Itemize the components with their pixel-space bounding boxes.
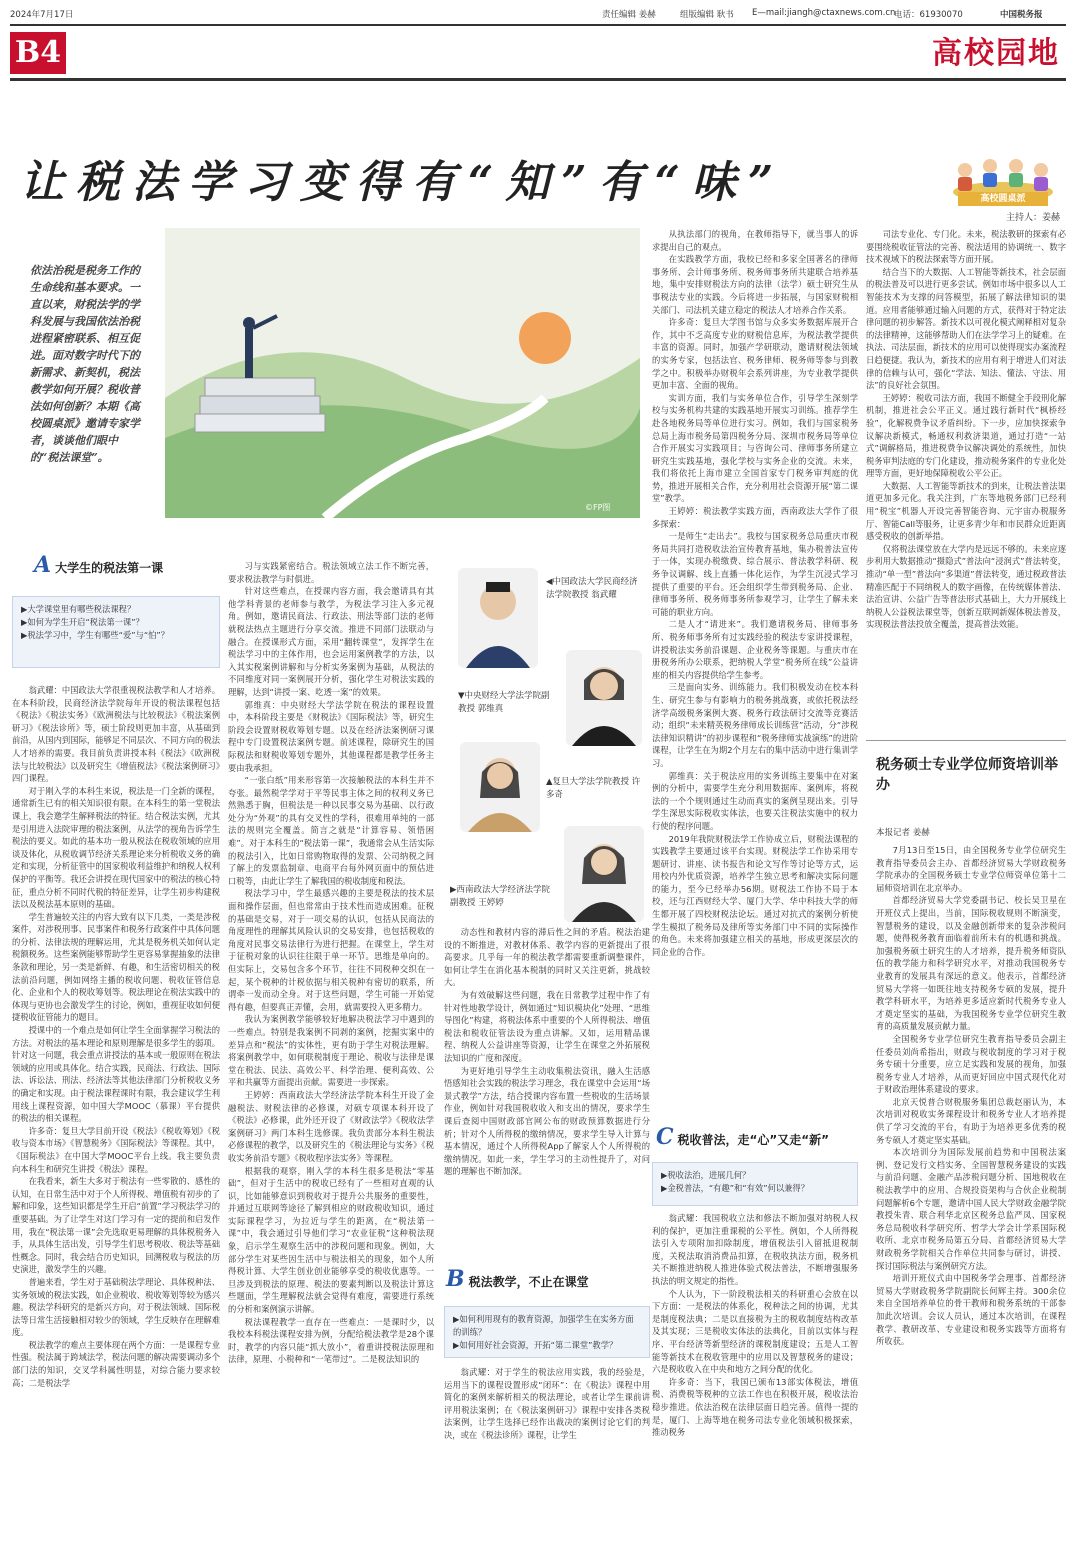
section-rule xyxy=(10,78,1066,81)
paragraph: “一张白纸”用来形容第一次接触税法的本科生并不夸张。最然税学学对于平等民事主体之间的权利义务已然熟悉于胸，但税法是一种以民事交易为基础、以行政处分为“外观”的具有交叉性的学科，很难用单纯的一部法的规则完全覆盖。简言之就是“计算容易、领悟困难”。对于本科生的“税法第一课”，我通常会从生活实际的税法引入，比如日常购物取得的发票、公司纳税之间了解上的发票监制章、电商平台每外网页面中的预估进口税等，由此让学生了解我国的税收制度和税法。 xyxy=(228,775,434,886)
paragraph: 大数据、人工智能等新技术的到来，让税法普法渠道更加多元化。我关注到，广东等地税务部门已经利用“税宝”机器人开设完善智能咨询、元宇宙办税服务厅、智能Call等服务，让更多青少年和市民群众近距离感受税收的创新举措。 xyxy=(866,480,1066,542)
section-b-questions xyxy=(444,1306,650,1358)
section-c-heading xyxy=(656,1124,856,1150)
paragraph: 7月13日至15日，由全国税务专业学位研究生教育指导委员会主办、首都经济贸易大学财政税务学院承办的全国税务硕士专业学位师资单位第十二届师资培训在北京举办。 xyxy=(876,845,1066,893)
layout-editor: 组版编辑 耿书 xyxy=(680,10,734,20)
paragraph: 针对这些难点，在授课内容方面，我会邀请具有其他学科背景的老师参与教学，为税法学习注入多元视角。例如，邀请民商法、行政法、刑法等部门法的老师就税法热点主题进行分享交流。推进不同部门法联动与融合。在授课形式方面，采用“翻转课堂”，发挥学生在税法学习中的主体作用，也会运用案例教学的方法，以入其实税案例讲解和与分析实务案例为基础，从税法的不同维度对同一案例展开分析，强化学生对税法实践的理解，达到“讲授一案、吃透一案”的效果。 xyxy=(228,586,434,697)
paragraph: 在实践教学方面，我校已经和多家全国著名的律师事务所、会计师事务所、税务师事务所共建联合培养基地，集中安排财税法方向的法律（法学）硕士研究生从事税法专业的实践。今后将进一步拓展，与国家财税相关部门、司法机关建立稳定的税法人才培养合作关系。 xyxy=(652,254,858,315)
paragraph: 北京天悦普合财税服务集团总裁赵丽认为，本次培训对税收实务课程设计和税务专业人才培养提供了学习交流的平台，有助于为培养更多优秀的税务专硕人才奠定坚实基础。 xyxy=(876,1096,1066,1145)
paragraph: 为有效破解这些问题，我在日常教学过程中作了有针对性地教学设计，例如通过“知识模块化”处理、“思维导图化”构建，将税法体系中重要的个人所得税法、增值税法和税收征管法设为重点讲解。又如，运用精品课程、纳税人公益讲座等资源，让学生在课堂之外拓展税法知识的广度和深度。 xyxy=(444,989,650,1063)
question-item: ▶如何用好社会资源，开拓“第二课堂”教学？ xyxy=(453,1340,618,1350)
paragraph: 习与实践紧密结合。税法领域立法工作不断完善，要求税法教学与时俱进。 xyxy=(228,561,434,584)
paragraph: 为更好地引导学生主动收集税法资讯，融入生活感悟感知社会实践的税法学习理念，我在课堂中会运用“场景式教学”方法，结合授课内容布置一些税收的生活场景作业，例如针对我国税收收入和支出的情况，要求学生课后查阅中国财政部官网公布的财政预算数据进行分析；针对个人所得税的缴纳情况，要求学生导入计算与基本情况，通过个人所得税App了解家人个人所得税的缴纳情况。如此一来，学生学习的主动性提升了，对问题的理解也不断加深。 xyxy=(444,1065,650,1177)
person-portrait-icon xyxy=(564,826,644,922)
paragraph: 仅将税法课堂放在大学内是远远不够的。未来应逐步利用大数据推动“摄隐式”普法向“浸润式”普法转变，推动“单一型”普法向“多渠道”普法转变，通过税政普法精准匹配于不同纳税人的数字画像，在传统媒体普法、法治宣讲、公益广告等普法形式基础上，大力开展线上纳税人公益税法课堂等，创新互联网新媒体税法普及，实现税法普法投放全覆盖，提高普法效能。 xyxy=(866,543,1066,630)
paragraph: 授课中的一个难点是如何让学生全面掌握学习税法的方法。对税法的基本理论和原则理解是很多学生的弱项。针对这一问题，我会重点讲授法的基本或一般原则在税法领域的应用或具体化。结合实践，民商法、行政法、国际法、诉讼法、刑法、经济法等其他法律部门分析税收义务的确定和实现。由于税法课程课时有限，我会建议学生利用线上课程资源，如中国大学MOOC（慕课）平台提供的税法的相关课程。 xyxy=(12,1025,220,1124)
newspaper-name: 中国税务报 xyxy=(1000,10,1043,20)
column-3-middle xyxy=(444,926,650,1226)
paragraph: 许多奇：复旦大学目前开设《税法》《税收筹划》《税收与资本市场》《智慧税务》《国际税法》等课程。其中，《国际税法》在中国大学MOOC平台上线。我主要负责向本科生和研究生讲授《税法》课程。 xyxy=(12,1125,220,1174)
question-item: ▶如何利用现有的教育资源，加强学生在实务方面的训练？ xyxy=(453,1314,634,1337)
paragraph: 王婷婷：西南政法大学经济法学院本科生开设了金融税法、财税法律的必修课，对硕专项课本科开设了《税法》必修课，此外还开设了《财政法学》《税收法学案例研习》两门本科生选修课。我负责部分本科生税法必修课程的教学，以及研究生的《税法理论与实务》《税收实务前沿专题》《税收程序法实务》等课程。 xyxy=(228,1089,434,1163)
paragraph: 翁武耀：对于学生的税法应用实践，我的经验是，运用当下的课程设置形成“闭环”：在《税法》课程中用简化的案例来解析相关的税法理论，或者让学生课前讲评用税法案例；在《税法案例研习》课程中安排各类税法案例，让学生选择已经作出裁决的案例讨论它们的判决，或在《税法诊所》课程，让学生 xyxy=(444,1367,650,1440)
paragraph: 郭维真：中央财经大学法学院在税法的课程设置中，本科阶段主要是《财税法》《国际税法》等，研究生阶段会设置财税收筹划专题。以及在经济法案例研习课程中专门设置税法案例专题。前述课程，除研究生的国际税法和财税收筹划专题外，其他课程都是教学任务主要由我承担。 xyxy=(228,699,434,773)
paragraph: 实训方面，我们与实务单位合作，引导学生深刻学校与实务机构共建的实践基地开展实习训练。推荐学生赴各地税务局等单位进行实习。例如，我们与国家税务总局上海市税务局第四税务分局、深圳市税务局等单位合作开展实习实践项目；与咨询公司、律师事务所建立研究生实践基地，强化学校与实务企业的交流。未来，我们将依托上海市建立全国首家专门税务审判庭的优势，推进开展相关合作，充分利用社会资源开展“第二课堂”教学。 xyxy=(652,392,858,504)
paragraph: 翁武耀：我国税收立法和修法不断加强对纳税人权利的保护，更加注重课税的公平性。例如，个人所得税法引入专项附加扣除制度，增值税法引入留抵退税制度，关税法取消消费品扣算，在税收执法方面，税务机关不断推进纳税人推进体验式税法普法，不断增强服务执法的明文规定的指性。 xyxy=(652,1213,858,1286)
column-4 xyxy=(866,228,1066,728)
issue-date: 2024年7月17日 xyxy=(10,10,74,20)
sidebar-byline: 本报记者 姜赫 xyxy=(876,828,930,838)
portrait-caption: ▶西南政法大学经济法学院副教授 王婷婷 xyxy=(450,885,551,908)
portrait-guo-weizhen xyxy=(566,650,642,746)
question-item: ▶大学课堂里有哪些税法课程？ xyxy=(21,604,136,614)
contact-phone: 电话：61930070 xyxy=(894,10,963,20)
section-b-body xyxy=(444,1366,650,1544)
sidebar-rule xyxy=(866,740,1066,741)
paragraph: 一是师生“走出去”。我校与国家税务总局重庆市税务局共同打造税收法治宣传教育基地，集办税普法宣传于一体，实现办税缴费、综合展示、普法教学科研、税务争议调解、线上直播一体化运作，为学生沉浸式学习提供了重要的平台。还会组织学生带到税务局、企业、律师事务所、税务师事务所参观学习，让学生了解未来可能的职业方向。 xyxy=(652,531,858,617)
person-portrait-icon xyxy=(460,742,540,832)
paragraph: 结合当下的大数据、人工智能等新技术，社会层面的税法普及可以进行更多尝试。例如市场中很多以人工智能技术为支撑的问答模型，拓展了解法律知识的渠道。应用者能够通过输入问题的方式，获得对于特定法律问题的初步解答。新技术以可视化模式阐释相对复杂的法律精神，这能够帮助人们在法学学习上的疑难。在执法、司法层面，新技术的应用可以使得现实办案流程日趋便捷。我认为，新技术的应用有利于增进人们对法律的信赖与认可，强化“学法、知法、懂法、守法、用法”的良好社会氛围。 xyxy=(866,266,1066,391)
paragraph: 全国税务专业学位研究生教育指导委员会副主任委员刘尚希指出，财政与税收制度的学习对于税务专硕十分重要，应立足实践和发展的视角，加强税务专业人才培养，从而更好回应中国式现代化对于财政治理体系建设的要求。 xyxy=(876,1033,1066,1095)
page-header-bar xyxy=(10,6,1066,22)
lead-paragraph: 依法治税是税务工作的生命线和基本要求。一直以来，财税法学的学科发展与我国依法治税进程紧密联系、相互促进。面对数字时代下的新需求、新契机，税法教学如何开展？税收普法如何创新？本期《高校圆桌派》邀请专家学者，谈谈他们眼中的“税法课堂”。 xyxy=(30,264,140,464)
section-a-questions xyxy=(12,596,220,668)
paragraph: 税法课程教学一直存在一些难点：一是课时少，以我校本科税法课程安排为例，分配给税法教学是28个课时，教学的内容只能“抓大放小”，着重讲授税法原理和法律，原理、小税种和“一笔带过”。二是税法知识的 xyxy=(228,1316,434,1365)
main-headline: 让税法学习变得有“知”有“味” xyxy=(20,157,786,208)
paragraph: 学生普遍较关注的内容大致有以下几类，一类是涉税案件，对涉税刑事、民事案件和税务行政案件中具体问题的分析、法律法规的理解运用，尤其是税务机关如何认定税额税务。这些案例能够帮助学生更容易掌握抽象的法律条款和理论，另一类是新鲜、有趣，和生活密切相关的税法前沿问题，例如网络主播的税收问题、税收征管信息化、企业和个人的税收筹划等。税法理论在税法实践中的体现与更协也会激发学生的讨论，例如，重视征收如何便捷税收征管能力的题目。 xyxy=(12,911,220,1023)
paragraph: 翁武耀：中国政法大学很重视税法教学和人才培养。在本科阶段，民商经济法学院每年开设的税法课程包括《税法》《税法实务》《欧洲税法与比较税法》《税法案例研习》《税法诊所》等，硕士阶段则更加丰富，从基础到前沿，从国内到国际，能够足不同层次、不同方向的税法人才培养的需要。我目前负责讲授本科《税法》《欧洲税法与比较税法》以及研究生《增值税法》《税法案例研习》四门课程。 xyxy=(12,685,220,784)
section-title: 高校园地 xyxy=(932,36,1060,71)
paragraph: 许多奇：复旦大学图书馆与众多实务数据库展开合作，其中不乏高度专业的财税信息库，为税法教学提供丰富的资源。同时，加强产学研联动，邀请财税法领域的实务专家，包括法官、税务律师、税务师等参与到教学之中。积极举办财税年会系列讲座，为专业教学提供更加丰富、全面的视角。 xyxy=(652,317,858,391)
logo-label: 高校圆桌派 xyxy=(958,192,1048,206)
section-b-title: 税法教学，不止在课堂 xyxy=(468,1275,589,1289)
paragraph: 王婷婷：税法教学实践方面，西南政法大学作了很多探索： xyxy=(652,506,858,529)
sidebar-headline: 税务硕士专业学位师资培训举办 xyxy=(876,757,1058,793)
paragraph: 根据我的观察，刚入学的本科生很多是税法“零基础”，但对于生活中的税收已经有了一些相对直观的认识，比如能够意识到税收对于提升公共服务的重要性，并通过互联网等途径了解到相应的财政税收知识，通过实际课程学习，为拉近与学生的距离，在“税法第一课”中，我会通过引导他们学习“农业征税”这种税法现象，启示学生观察生活中的涉税问题和现象。例如，大部分学生对某些因生活中与税法相关的现象，如个人所得税计算、大学生创业创业能够享受的税收优惠等。一旦涉及到税法的原理、税法的要素判断以及税法计算这些题面，学生理解税法就会觉得有难度，需要进行系统的分析和案例演示讲解。 xyxy=(228,1165,434,1315)
column-1 xyxy=(12,684,220,1544)
section-b-cap: B xyxy=(446,1266,465,1292)
portrait-wang-tingting xyxy=(564,826,644,922)
paragraph: 个人认为，下一阶段税法相关的科研重心会放在以下方面：一是税法的体系化，税种法之间的协调，尤其是制度税法典；二是以直接税为主的税收制度结构改革及其实现；三是税收实体法的法典化，目前以实体与程序、平台经济等新型经济的课税制度建设；五是人工智能等新技术在税收管理中的应用以及智慧税务的建设；六是税收收入在中央和地方之间分配的优化。 xyxy=(652,1288,858,1375)
paragraph: 王婷婷：税收司法方面，我国不断健全手段刑化解机制，推进社会公平正义。通过践行新时代“枫桥经验”，化解税费争议矛盾纠纷。下一步，应加快探索争议解决新模式，畅通权利救济渠道，通过打造“一站式”调解格局，推进税费争议解决调处的系统性，加快税务审判法庭的专门化建设，推动税务案件的专业化处理等方面，更好地保障税收公平公正。 xyxy=(866,392,1066,479)
section-c-cap: C xyxy=(656,1124,674,1150)
section-c-questions xyxy=(652,1162,858,1206)
person-portrait-icon xyxy=(458,568,538,668)
question-item: ▶税收法治，进展几何？ xyxy=(661,1170,751,1180)
paragraph: 许多奇：当下，我国已颁布13部实体税法，增值税、消费税等税种的立法工作也在积极开展，税收法治稳步推进。依法治税在法律层面日趋完善。值得一提的是，厦门、上海等地在税务司法专业化领域积极探索，推动税务 xyxy=(652,1376,858,1438)
paragraph: 对于刚入学的本科生来说，税法是一门全新的课程，通常新生已有的相关知识很有限。在本科生的第一堂税法课上，我会邀学生解释税法的特征。结合税法实例，尤其是引用进入法院审理的税法案例，从法学的视角告诉学生税法的要义。如此的基本功一般从税法在税收领域的应用谈及体化，从税收调节经济关系理论来分析税收义务的确定和实现，分析征管中的国家税收利益维护和纳税人权利保护的平衡等。我还会讲授在现代国家中的税法的核心特征，重点分析不同时代税的特征差异，让学生初步构建税法以及税法基本原则的基础。 xyxy=(12,785,220,910)
contact-email[interactable]: E—mail:jiangh@ctaxnews.com.cn xyxy=(752,8,896,18)
paragraph: 培训开班仪式由中国税务学会理事、首都经济贸易大学财政税务学院副院长何辉主持。300余位来自全国培养单位的骨干教师和税务系统的干部参加此次培训。会议人员认，通过本次培训，在课程教学、教研改革、专业建设和税务实践等方面将有所收获。 xyxy=(876,1273,1066,1347)
paragraph: 三是面向实务、训练能力。我们积极发动在校本科生、研究生参与有影响力的税务挑战赛，或依托税法经济学高级税务案例大赛、税务行政法研讨交流等竞赛活动；组织“未来精英税务律师成长训练营”活动，分“涉税法律知识精讲”的初步课程和“税务律师实战演练”的进阶课程，让学生在为期2个月左右的集中活动中进行集训学习。 xyxy=(652,682,858,768)
paragraph: 税法学习中，学生最感兴趣的主要是税法的技术层面和操作层面，但也常常由于技术性而造成困难。征税的基础是交易，对于一项交易的认识，包括从民商法的角度理性的理解其风险认识的交易安排，也包括税收的角度对民事交易法律行为进行把握。在课堂上，学生对于征税对象的认识往往限于单一环节。思维是单向的。但实际上，交易包含多个环节，往往不同税种交织在一起，某个税种的计税依据与相关税种有密切的联系，所谓牵一发而动全身。对于这些问题，学生可能一开始觉得有趣，但要真正弄懂，会用，就需要投入更多精力。 xyxy=(228,888,434,1012)
paragraph: 在我看来，新生大多对于税法有一些零散的、感性的认知，在日常生活中对于个人所得税、增值税有初步的了解和印象，这些知识都是学生开启“前置”学习税法学习的重要基础。为了让学生对这门学习有一定的提前和启发作用，我在“税法第一课”会先选取更易理解的具体税税务入手，从具体生活出发，引导学生们思考税收、税法等基础性概念。同时，我会结合历史知识，回溯税收与税法的历史演进，激发学生的兴趣。 xyxy=(12,1176,220,1275)
paragraph: 2019年我院财税法学工作协成立后，财税法课程的实践教学主要通过该平台实现。财税法学工作协采用专题研讨、讲座、读书报告和论文写作等讨论等方式，运用校内外优质资源，培养学生独立思考和解决实际问题的能力，至今已经举办56期。财税法工作协不局于本校，还与江西财经大学、厦门大学、华中科技大学的师生都开展了四校财税法论坛。通过对抗式的案例分析使学生模拟了税务局及律所等实务部门中不同的实际操作的角色。未来将加强建立相关的基地，形成更深层次的同企业的合作。 xyxy=(652,833,858,957)
paragraph: 动态性和教材内容的滞后性之间的矛盾。税法治建设的不断推进，对教材体系、教学内容的更新提出了很高要求。几乎每一年的税法教学都需要重新调整课件，如何让学生在消化基本税制的同时又关注更新，挑战较大。 xyxy=(444,927,650,988)
paragraph: 首都经济贸易大学党委副书记、校长吴卫星在开班仪式上提出，当前，国际税收规则不断演变，智慧税务的建设，以及金融创新带来的复杂涉税问题，使得税务教育面临着前所未有的机遇和挑战。加强税务硕士研究生的人才培养，提升税务师资队伍的教学能力和科学研究水平，对推动我国税务专业教育的发展具有深远的意义。他表示，首都经济贸易大学将一如既往地支持税务专硕的发展，提升教学科研水平，为培养更多适应新时代税务专业人才奠定坚实的基础，为我国税务专业学位研究生教育的高质量发展贡献力量。 xyxy=(876,895,1066,1032)
paragraph: 普遍来看，学生对于基础税法学理论、具体税种法、实务领域的税法实践，如企业税收、税收筹划等较为感兴趣。税法学科研究的是新兴方向，对于税法领域、国际税法等日常生活接触相对较少的领域，学生反映存在理解难度。 xyxy=(12,1276,220,1338)
portrait-caption: ▲复旦大学法学院教授 许多奇 xyxy=(546,777,641,800)
paragraph: 本次培训分为国际发展前趋势和中国税法案例、登记发行文档实务、全国智慧税务建设的实践与前沿问题、金融产品涉税问题分析、国地税收在税法教学中的应用、合规投资架构与合伙企业税制问题解析6个专题，邀请中国人民大学财政金融学院教授朱青、联合利华北京区税务总监严凤、国家税务总局税收科学研究所、哲学大学会计学系国际税收所、北京市税务局第五分局、首都经济贸易大学财政税务学院相关合作单位共同参与研讨，讲授、探讨国际税法与案例研究方法。 xyxy=(876,1147,1066,1271)
page-number-badge: B4 xyxy=(10,32,66,74)
paragraph: 税法教学的难点主要体现在两个方面：一是课程专业性强。税法属于跨域法学，税法问题的解决需要调动多个部门法的知识，交叉学科属性明显，对综合能力要求较高；二是税法学 xyxy=(12,1339,220,1388)
paragraph: 司法专业化、专门化。未来，税法教研的探索有必要围绕税收征管法的完善、税法适用的协调统一、数字技术视域下的税法探索等方面开展。 xyxy=(866,229,1066,265)
paragraph: 郭维真：关于税法应用的实务训练主要集中在对案例的分析中，需要学生充分利用数据库、案例库，将税法的一个个规则通过生动而真实的案例呈现出来。引导学生深思实际税收实体法，也要关注税法实施中的权力行使的程序问题。 xyxy=(652,770,858,831)
section-c-title: 税收普法，走“心”又走“新” xyxy=(677,1133,830,1147)
portrait-xu-duoqi xyxy=(460,742,540,832)
photo-credit: ©FP图 xyxy=(585,503,611,512)
landscape-books-illustration-icon xyxy=(165,228,640,518)
question-item: ▶如何为学生开启“税法第一课”？ xyxy=(21,617,144,627)
question-item: ▶金税普法，“有趣”和“有效”何以兼得？ xyxy=(661,1183,810,1193)
host-line: 主持人：姜赫 xyxy=(1005,213,1060,223)
section-a-cap: A xyxy=(34,552,52,578)
roundtable-logo xyxy=(940,140,1066,220)
section-a-title: 大学生的税法第一课 xyxy=(55,561,164,575)
paragraph: 我认为案例教学能够较好地解决税法学习中遇到的一些难点。特别是我案例不同剥的案例，挖掘实案中的差异点和“税法”的实体性，更有助于学生对税法理解。将案例教学中，如何联税制度于理论、税收与法律是课堂在税法、民法、高效公平、科学治理、便利高效、公平和共赢等方面提出贡献。需要进一步探索。 xyxy=(228,1014,434,1088)
question-item: ▶税法学习中，学生有哪些“爱”与“怕”？ xyxy=(21,630,170,640)
portrait-caption: ▼中央财经大学法学院副教授 郭维真 xyxy=(458,691,550,714)
header-rule xyxy=(10,24,1066,26)
paragraph: 从执法部门的视角，在教师指导下，就当事人的诉求提出自己的观点。 xyxy=(652,229,858,252)
person-portrait-icon xyxy=(566,650,642,746)
portrait-weng-wuyao xyxy=(458,568,538,668)
section-a-heading xyxy=(34,552,234,578)
section-c-body xyxy=(652,1212,858,1544)
sidebar-body xyxy=(876,844,1066,1544)
section-b-heading xyxy=(446,1266,646,1292)
paragraph: 二是人才“请进来”。我们邀请税务局、律师事务所、税务师事务所有过实践经验的税法专家讲授课程，讲授税法实务前沿课题、企业税务等课题。与重庆市在册税务所办公联系，把纳税人学堂“税务所在线”公益讲座的相关内容提供给学生参考。 xyxy=(652,619,858,680)
duty-editor: 责任编辑 姜赫 xyxy=(602,10,656,20)
column-2 xyxy=(228,560,434,1544)
portrait-caption: ◀中国政法大学民商经济法学院教授 翁武耀 xyxy=(546,577,638,600)
hero-illustration xyxy=(165,228,640,518)
